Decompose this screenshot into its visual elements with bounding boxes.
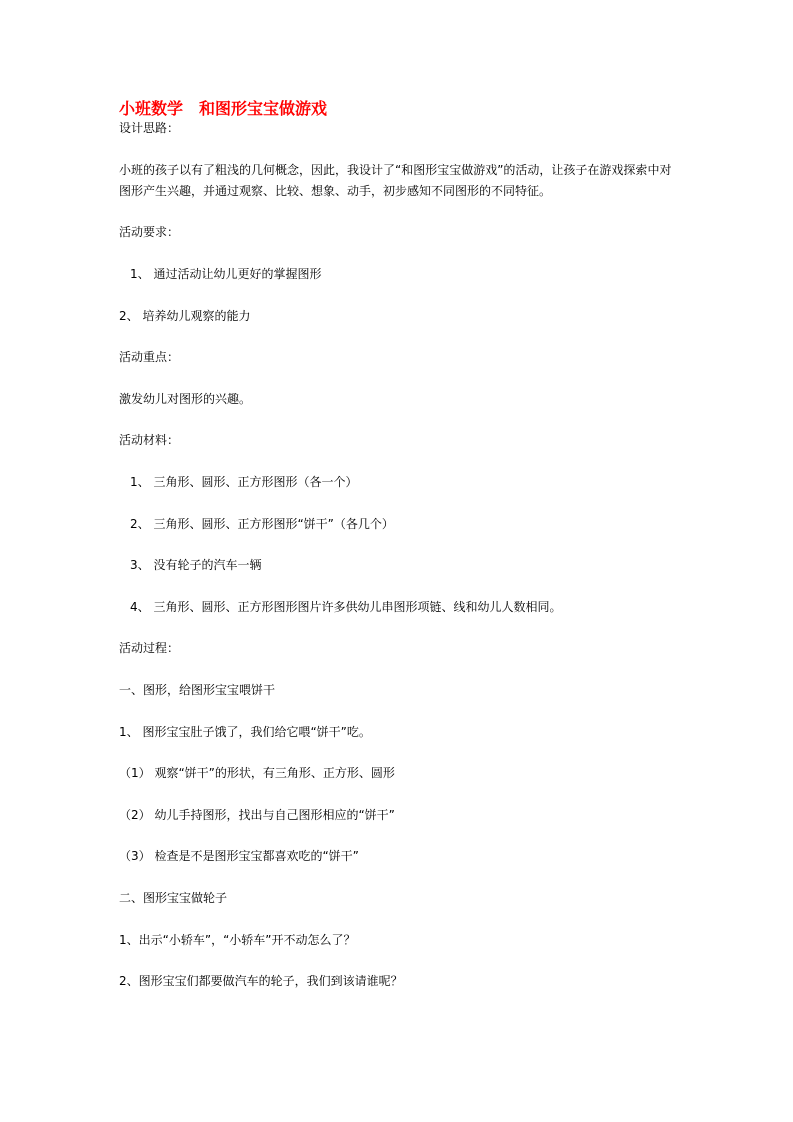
design-heading: 设计思路：	[119, 121, 180, 135]
materials-heading: 活动材料：	[119, 433, 180, 447]
requirement-item-1: 1、 通过活动让幼儿更好的掌握图形	[130, 267, 322, 281]
design-text-line-1: 小班的孩子以有了粗浅的几何概念，因此，我设计了“和图形宝宝做游戏”的活动，让孩子在游戏探索中对	[119, 163, 672, 177]
material-item-4: 4、 三角形、圆形、正方形图形图片许多供幼儿串图形项链、线和幼儿人数相同。	[130, 600, 562, 614]
part2-step-1: 1、出示“小轿车”，“小轿车”开不动怎么了？	[119, 933, 356, 947]
focus-heading: 活动重点：	[119, 350, 180, 364]
focus-text: 激发幼儿对图形的兴趣。	[119, 392, 252, 406]
part1-substep-1: （1） 观察“饼干”的形状，有三角形、正方形、圆形	[119, 766, 395, 780]
material-item-3: 3、 没有轮子的汽车一辆	[130, 558, 262, 572]
part1-substep-3: （3） 检查是不是图形宝宝都喜欢吃的“饼干”	[119, 849, 359, 863]
part2-step-2: 2、图形宝宝们都要做汽车的轮子，我们到该请谁呢？	[119, 974, 403, 988]
part1-substep-2: （2） 幼儿手持图形，找出与自己图形相应的“饼干”	[119, 808, 395, 822]
part1-heading: 一、图形，给图形宝宝喂饼干	[119, 683, 276, 697]
design-text-line-2: 图形产生兴趣，并通过观察、比较、想象、动手，初步感知不同图形的不同特征。	[119, 184, 552, 198]
requirements-heading: 活动要求：	[119, 225, 180, 239]
part1-step-1: 1、 图形宝宝肚子饿了，我们给它喂“饼干”吃。	[119, 725, 371, 739]
material-item-2: 2、 三角形、圆形、正方形图形“饼干”（各几个）	[130, 517, 394, 531]
process-heading: 活动过程：	[119, 641, 180, 655]
requirement-item-2: 2、 培养幼儿观察的能力	[119, 309, 251, 323]
document-title: 小班数学 和图形宝宝做游戏	[119, 99, 328, 118]
material-item-1: 1、 三角形、圆形、正方形图形（各一个）	[130, 475, 358, 489]
part2-heading: 二、图形宝宝做轮子	[119, 891, 228, 905]
